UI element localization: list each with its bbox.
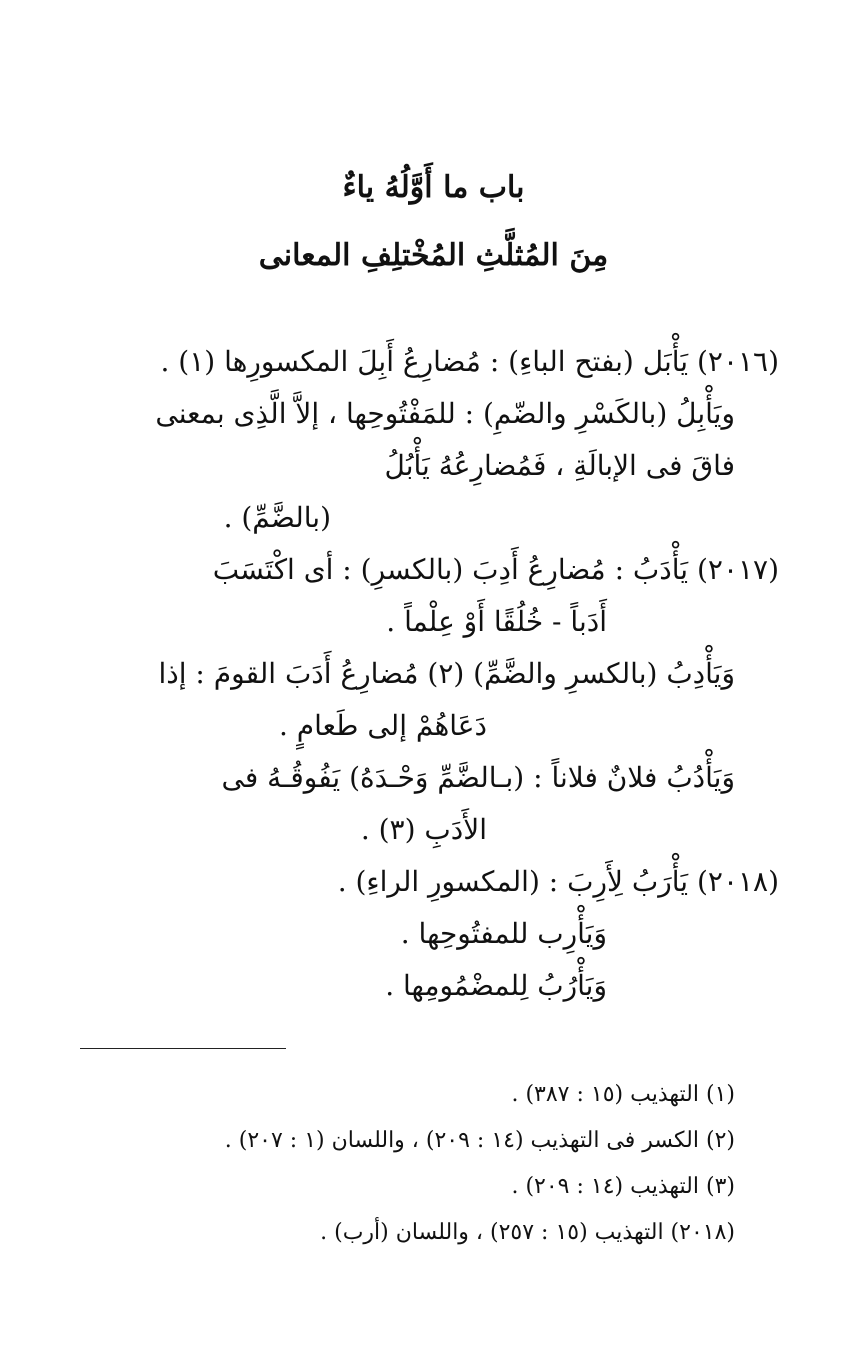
footnotes (120, 1072, 735, 1256)
footnote-2018: (٢٠١٨) التهذيب (١٥ : ٢٥٧) ، واللسان (أرب) . (320, 1220, 735, 1245)
entry-2017-line-5: وَيَأْدُبُ فلانٌ فلاناً : (بـالضَّمِّ وَحْـدَهُ) يَفُوقُـهُ فى (221, 761, 735, 794)
footnote-2: (٢) الكسر فى التهذيب (١٤ : ٢٠٩) ، واللسان (١ : ٢٠٧) . (224, 1128, 735, 1153)
entries-body (100, 336, 779, 1012)
entry-2017-line-3: وَيَأْدِبُ (بالكسرِ والضَّمِّ) (٢) مُضارِعُ أَدَبَ القومَ : إذا (158, 657, 735, 690)
chapter-subtitle: مِنَ المُثلَّثِ المُخْتلِفِ المعانى (258, 238, 609, 273)
entry-2016-line-2: ويَأْبِلُ (بالكَسْرِ والضّمِ) : للمَفْتُوحِها ، إلاَّ الَّذِى بمعنى (155, 397, 735, 430)
footnote-1: (١) التهذيب (١٥ : ٣٨٧) . (511, 1082, 735, 1107)
entry-2017-line-1: (٢٠١٧) يَأْدَبُ : مُضارِعُ أَدِبَ (بالكسرِ) : أى اكْتَسَبَ (212, 553, 779, 586)
footnote-separator (80, 1048, 286, 1049)
entry-2016-line-1: (٢٠١٦) يَأْبَل (بفتح الباءِ) : مُضارِعُ أَبِلَ المكسورِها (١) . (160, 345, 779, 378)
entry-2018-line-3: وَيَأْرُبُ لِلمضْمُومِها . (385, 969, 607, 1002)
entry-2018-line-2: وَيَأْرِب للمفتُوحِها . (400, 917, 607, 950)
chapter-title: باب ما أَوَّلُهُ ياءٌ (342, 170, 525, 205)
entry-2017-line-4: دَعَاهُمْ إلى طَعامٍ . (278, 709, 487, 742)
footnote-3: (٣) التهذيب (١٤ : ٢٠٩) . (511, 1174, 735, 1199)
entry-2016-line-4: (بالضَّمِّ) . (223, 501, 331, 534)
entry-2017-line-2: أَدَباً - خُلُقًا أَوْ عِلْماً . (386, 605, 607, 638)
entry-2018-line-1: (٢٠١٨) يَأْرَبُ لِأَرِبَ : (المكسورِ الراءِ) . (337, 865, 779, 898)
chapter-headings (0, 168, 867, 276)
entry-2017-line-6: الأَدَبِ (٣) . (360, 813, 487, 846)
entry-2016-line-3: فاقَ فى الإبالَةِ ، فَمُضارِعُهُ يَأْبُلُ (384, 449, 735, 482)
